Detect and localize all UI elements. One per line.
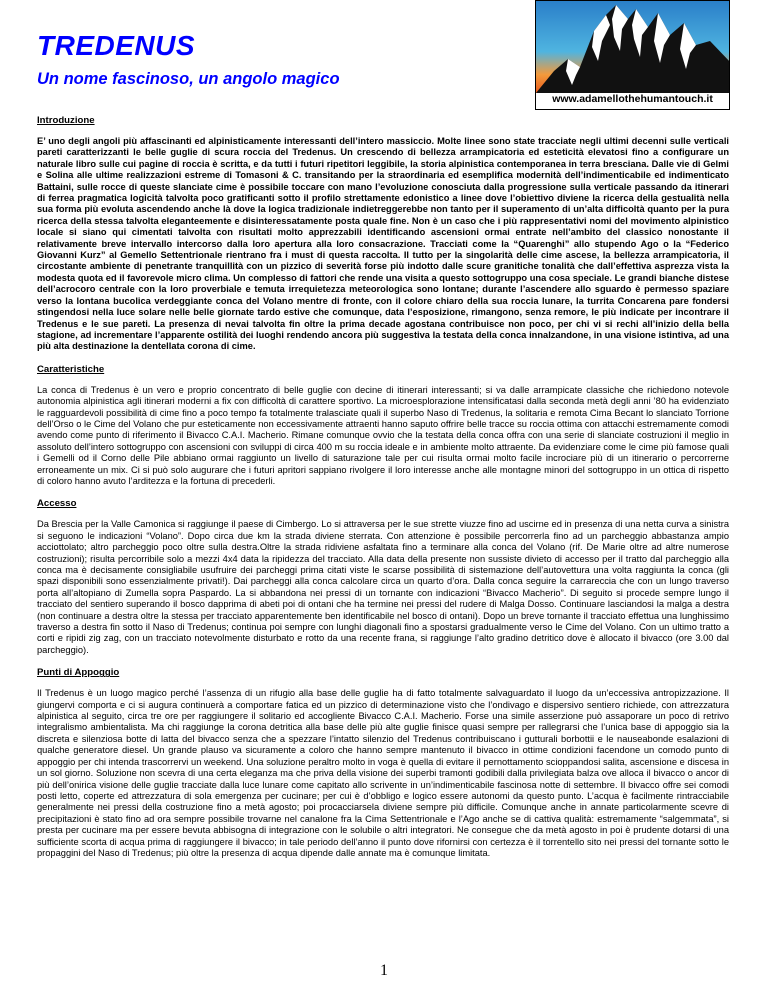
site-logo[interactable]: [535, 0, 730, 110]
document-subtitle: Un nome fascinoso, un angolo magico: [37, 70, 340, 88]
document-title: TREDENUS: [37, 30, 196, 61]
section-heading-access: Accesso: [37, 498, 77, 510]
section-text-access: Da Brescia per la Valle Camonica si raggiunge il paese di Cimbergo. Lo si attraversa per le sue strette viuzze fino ad uscirne ed in presenza di una netta curva a sinistra si seguono le indicazioni “Volano”. Dopo circa due km la strada diviene sterrata. Con attenzione è possibile percorrerla fino ad un parcheggio abbastanza ampio acciottolato; altro parcheggio poco oltre sulla destra.Oltre la strada ridiviene asfaltata fino a terminare alla conca del Volano (rif. De Marie oltre ad altre numerose costruzioni); risulta percorribile solo a mezzi 4x4 data la ripidezza del tracciato. Alla data della presente non sussiste divieto di accesso per il tratto dal parcheggio alla conca ma è decisamente consigliabile usufruire dei parcheggi prima citati viste le scarse possibilità di sistemazione dell’autovettura una volta raggiunta la conca (gli spazi disponibili sono essenzialmente privati!). Dai parcheggi alla conca calcolare circa un quarto d’ora. Dalla conca seguire la carrareccia che con un lungo traverso porta all’altopiano di Zumella sopra Paspardo. La si abbandona nei pressi di un tornante con indicazioni “Bivacco Macherio”. Di seguito si procede sempre lungo il tracciato del sentiero superando il bosco dapprima di abeti poi di ontani che ha termine nei pressi del rudere di Malga Dosso. Continuare lasciandosi la malga a destra (non continuare a destra oltre la stessa per tracciato apparentemente ben identificabile nel bosco di ontani). Dopo un breve tornante il tracciato effettua una lunghissimo traverso a destra fin sotto il Naso di Tredenus; continua poi sempre con lunghi diagonali fino a spostarsi gradualmente verso le Cime del Volano. Con un ultimo tratto a corti e ripidi zig zag, con un tracciato notevolmente disturbato e rotto da una recente frana, si raggiunge l’alto gradino detritico dove è allocato il bivacco (ore 3.00 dal parcheggio).: [37, 519, 729, 655]
section-heading-features: Caratteristiche: [37, 363, 105, 375]
section-text-features: La conca di Tredenus è un vero e proprio concentrato di belle guglie con decine di itinerari interessanti; si va dalle arrampicate classiche che richiedono notevole autonomia alpinistica agli itinerari moderni a fix con difficoltà di carattere sportivo. La microesplorazione intensificatasi dalla seconda metà degli anni ’80 ha evidenziato le ragguardevoli possibilità di cime fino a poco tempo fa totalmente tralasciate quali il superbo Naso di Tredenus, la solitaria e remota Cima Becant lo slanciato Torrione dell’Orso o le Cime del Volano che pur esteticamente non eccessivamente attraenti hanno saputo offrire belle tracce su roccia ottima con attacchi estremamente comodi avendo come punto di riferimento il Bivacco C.A.I. Macherio. Rimane comunque ovvio che la testata della conca offra con una serie di slanciate costruzioni il meglio in assoluto dell’intero sottogruppo con ascensioni con sviluppi di circa 400 m su roccia ideale e in ambiente molto attraente. Da evidenziare come le cime più famose quali i Gemelli od il Corno delle Pile abbiano ormai raggiunto un livello di saturazione tale per cui risulta ormai molto facile incrociare più di un itinerario o percorrerne erroneamente un mix. Ci si può solo augurare che i futuri apritori sappiano rivolgere il loro interesse anche alle montagne minori del sottogruppo in un ottica di rispetto di coloro hanno avuto l’arditezza e la fortuna di precederli.: [37, 384, 729, 486]
section-heading-intro: Introduzione: [37, 115, 95, 126]
document-body: [37, 115, 729, 859]
section-text-intro: E’ uno degli angoli più affascinanti ed alpinisticamente interessanti dell’intero massiccio. Molte linee sono state tracciate negli ultimi decenni sulle verticali pareti caratterizzanti le belle guglie di scura roccia del Tredenus. Un crescendo di bellezza arrampicatoria ed esteticità elevatosi fino a configurare un naturale libro sulle cui pagine di roccia è scritta, e da tutti i futuri ripetitori leggibile, la storia alpinistica contemporanea in terra bresciana. Dalle vie di Gelmi e Solina alle ultime realizzazioni estreme di Tomasoni & C. transitando per la straordinaria ed esemplifica modernità dell’indimenticabile ed indimenticato Battaini, sulle rocce di queste slanciate cime è possibile toccare con mano l’evoluzione conosciuta dalla progressione sulla verticale passando da itinerari di ferrea pragmatica logicità talvolta poco gratificanti sotto il profilo strettamente edonistico a linee dove l’obiettivo diviene la ricerca della gestualità nella sua forma più evoluta ascendendo anche là dove la logica tradizionale indietreggerebbe non tanto per il superamento di un’alta difficoltà quanto per la pura ricerca della stessa talvolta eleganteemente e disinteressatamente posta quale fine. Non è un caso che i più rappresentativi nomi del movimento alpinistico locale si siano qui cimentati talvolta con risultati molto apprezzabili identificando ascensioni ormai entrate nell’ambito del classico nonostante il relativamente breve intervallo intercorso dalla loro apertura alla loro consacrazione. Tracciati come la “Quarenghi” allo stupendo Ago o la “Federico Giovanni Kurz” al Gemello Settentrionale rientrano fra i must di questa raccolta. Il tutto per la singolarità delle cime ascese, la bellezza arrampicatoria, il circostante ambiente di penetrante tranquillità con un pizzico di severità forse più indotto dalle scure granitiche tonalità che dall’effettiva asprezza vista la modesta quota ed il favorevole micro clima. Un complesso di fattori che rende una visita a questo sottogruppo una cosa speciale. Le grandi bianche distese dell’acrocoro centrale con la loro proverbiale e temuta irrequietezza meteorologica sono lontane; durante l’ascendere allo sguardo è permesso spaziare verso la lontana bucolica verdeggiante conca del Volano mentre di fronte, con il colore chiaro della sua roccia lunare, la turrita Concarena pare fondersi stingendosi nella luce solare nelle belle giornate tardo estive che comunque, data l’esposizione, rimangono, senza remore, le più indicate per incontrare il Tredenus e le sue pareti. La presenza di nevai talvolta fin oltre la prima decade agostana contribuisce non poco, per chi vi si rechi all’inizio della bella stagione, ad incrementare l’apparente ostilità dei luoghi rendendo ancora più suggestiva la testata della conca innalzandone, in una visione istintiva, ad una più alta destinazione la dentellata corona di cime.: [37, 136, 729, 352]
section-text-support: Il Tredenus è un luogo magico perché l’assenza di un rifugio alla base delle guglie ha di fatto totalmente salvaguardato il luogo da un’eccessiva antropizzazione. Il giungervi comporta e ci si augura continuerà a comportare fatica ed un pizzico di determinazione visto che l’ondivago e dispersivo sentiero richiede, con attrezzatura alpinistica al seguito, circa tre ore per raggiungere il solitario ed accogliente Bivacco C.A.I. Macherio. Forse una simile asserzione può assaporare un poco di retrivo integralismo ambientalista. Ma chi raggiunge la corona detritica alla base delle più alte guglie finisce quasi sempre per rallegrarsi che l’unica base di appoggio sia la discreta e silenziosa botte di latta del bivacco senza che a spezzare l’intatto silenzio del Tredenus contribuiscano i gutturali borbottii e le nauseabonde esalazioni di qualche generatore diesel. Un grande plauso va sicuramente a coloro che hanno sempre mantenuto il bivacco in ottime condizioni facendone un comodo punto di appoggio per chi intenda trascorrervi un weekend. Una soluzione peraltro molto in voga è quella di evitare il pernottamento scioppandosi salita, ascensione e discesa in un sol giorno. Soluzione non scevra di una certa eleganza ma che priva della visione dei superbi tramonti godibili dalla privilegiata balza ove alloca il bivacco o ancor di più dell’onirica visione delle guglie tracciate dalla luce lunare come capitato allo scrivente in un’indimenticabile fascinosa notte di settembre. Il bivacco offre sei comodi posti letto, coperte ed attrezzatura di sola emergenza per cucinare; per cui è d’obbligo e logico essere autonomi da questo punto. L’acqua è facilmente rintracciabile generalmente nei pressi della costruzione fino a metà agosto; poi procacciarsela diviene sempre più difficile. Comunque anche in annate particolarmente scevre di precipitazioni è stato fino ad ora sempre possibile trovarne nel canalone fra la Cima Settentrionale e l’Ago anche se di cattiva qualità: estremamente “salgemmata”, si presta per cucinare ma per essere bevuta abbisogna di integrazione con le solubile o altri integratori. Ne consegue che da metà agosto in poi è prudente dotarsi di una sufficiente scorta di acqua prima di raggiungere il bivacco; in tale periodo dell’anno il punto dove rifornirsi con certezza è il torrentello sito nei pressi del tornante sotto le propaggini del Naso di Tredenus; più oltre la presenza di acqua dipende dalle annate ma è comunque limitata.: [37, 688, 729, 858]
page-number: 1: [380, 962, 388, 979]
logo-url: www.adamellothehumantouch.it: [552, 93, 713, 105]
section-heading-support: Punti di Appoggio: [37, 667, 120, 679]
